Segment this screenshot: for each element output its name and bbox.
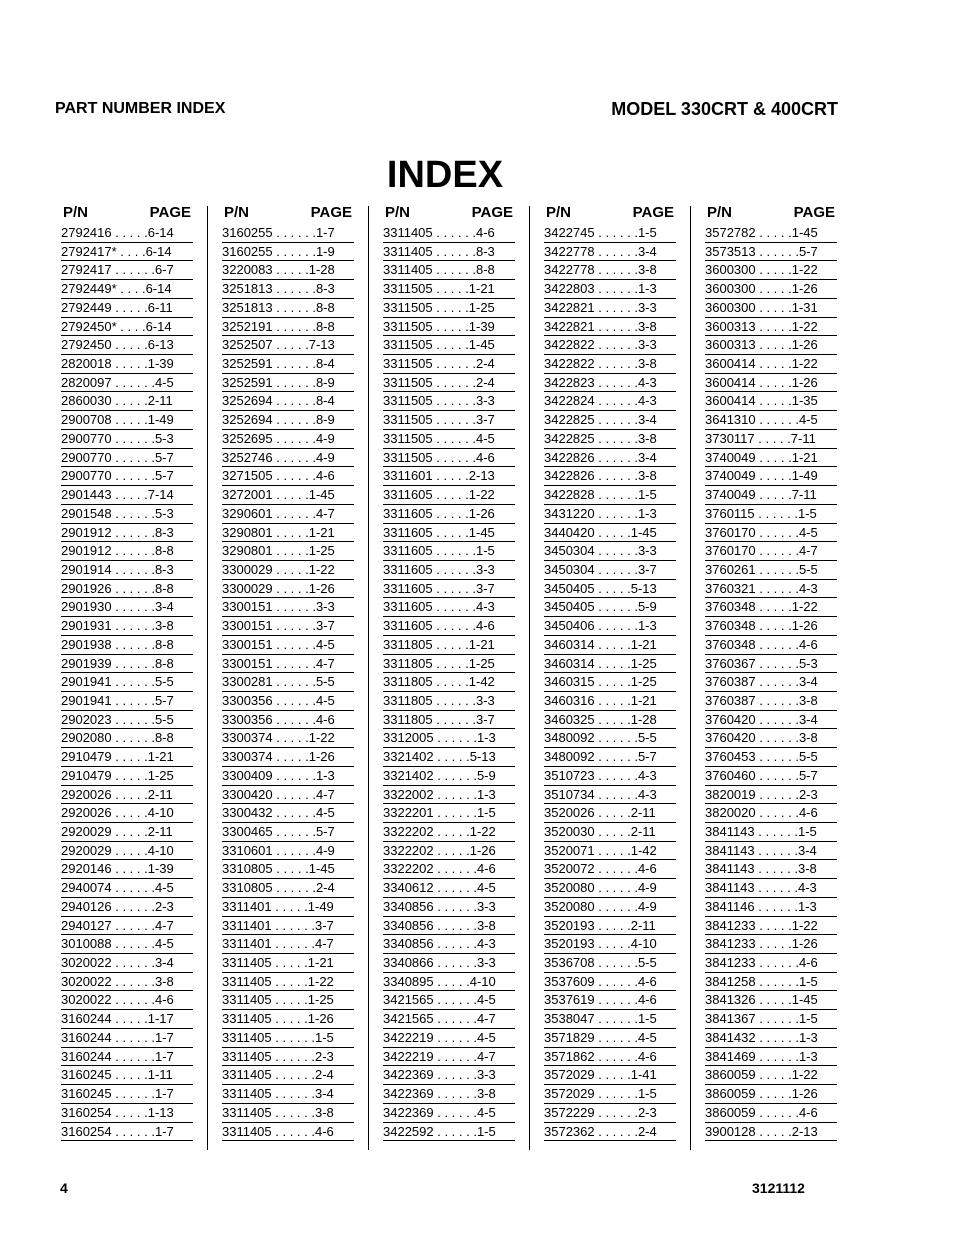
index-entry: 3841469 . . . . . .1-3: [705, 1048, 837, 1067]
index-entry: 3322202 . . . . .1-26: [383, 842, 515, 861]
index-entry: 2792417* . . . .6-14: [61, 243, 193, 262]
index-entry: 3251813 . . . . . .8-3: [222, 280, 354, 299]
index-entry: 3760348 . . . . .1-26: [705, 617, 837, 636]
index-entry: 2901912 . . . . . .8-3: [61, 524, 193, 543]
index-entry: 3311405 . . . . .1-26: [222, 1010, 354, 1029]
index-entry: 3340612 . . . . . .4-5: [383, 879, 515, 898]
index-entry: 3310805 . . . . .1-45: [222, 860, 354, 879]
index-entry: 3460316 . . . . .1-21: [544, 692, 676, 711]
index-entry: 3422592 . . . . . .1-5: [383, 1123, 515, 1142]
index-entry: 3841367 . . . . . .1-5: [705, 1010, 837, 1029]
index-entry: 3160244 . . . . . .1-7: [61, 1029, 193, 1048]
index-entry: 3820020 . . . . . .4-6: [705, 804, 837, 823]
index-entry: 3422369 . . . . . .4-5: [383, 1104, 515, 1123]
index-entry: 3272001 . . . . .1-45: [222, 486, 354, 505]
index-entry: 3300029 . . . . .1-26: [222, 580, 354, 599]
index-entry: 2901938 . . . . . .8-8: [61, 636, 193, 655]
index-entry: 3311805 . . . . .1-25: [383, 655, 515, 674]
header-right: MODEL 330CRT & 400CRT: [611, 99, 838, 119]
index-entry: 3252695 . . . . . .4-9: [222, 430, 354, 449]
column-divider: [207, 206, 208, 1150]
index-entry: 2900770 . . . . . .5-7: [61, 467, 193, 486]
index-entry: 3340856 . . . . . .3-8: [383, 917, 515, 936]
index-entry: 3300420 . . . . . .4-7: [222, 786, 354, 805]
index-entry: 3422778 . . . . . .3-4: [544, 243, 676, 262]
pn-header: P/N: [385, 204, 411, 221]
index-entry: 3020022 . . . . . .4-6: [61, 991, 193, 1010]
index-entry: 2901930 . . . . . .3-4: [61, 598, 193, 617]
index-entry: 3422778 . . . . . .3-8: [544, 261, 676, 280]
index-entry: 3311405 . . . . .1-22: [222, 973, 354, 992]
index-entry: 3600313 . . . . .1-26: [705, 336, 837, 355]
index-entry: 2920026 . . . . .2-11: [61, 786, 193, 805]
index-entry: 3820019 . . . . . .2-3: [705, 786, 837, 805]
index-entry: 3311505 . . . . . .2-4: [383, 374, 515, 393]
index-entry: 2820018 . . . . .1-39: [61, 355, 193, 374]
index-entry: 3536708 . . . . . .5-5: [544, 954, 676, 973]
index-entry: 3571829 . . . . . .4-5: [544, 1029, 676, 1048]
index-entry: 3422823 . . . . . .4-3: [544, 374, 676, 393]
index-entry: 3760453 . . . . . .5-5: [705, 748, 837, 767]
index-entry: 2910479 . . . . .1-21: [61, 748, 193, 767]
index-entry: 3422824 . . . . . .4-3: [544, 392, 676, 411]
index-entry: 3740049 . . . . .1-49: [705, 467, 837, 486]
index-entry: 3310805 . . . . . .2-4: [222, 879, 354, 898]
index-entry: 3300409 . . . . . .1-3: [222, 767, 354, 786]
column-divider: [368, 206, 369, 1150]
index-entry: 3600300 . . . . .1-22: [705, 261, 837, 280]
index-entry: 3311405 . . . . . .2-3: [222, 1048, 354, 1067]
index-entry: 3252191 . . . . . .8-8: [222, 318, 354, 337]
index-entry: 3520193 . . . . .2-11: [544, 917, 676, 936]
index-entry: 3440420 . . . . .1-45: [544, 524, 676, 543]
index-entry: 3340856 . . . . . .4-3: [383, 935, 515, 954]
index-entry: 3841143 . . . . . .4-3: [705, 879, 837, 898]
column-header: [705, 203, 837, 223]
index-entry: 2901941 . . . . . .5-5: [61, 673, 193, 692]
index-entry: 3510723 . . . . . .4-3: [544, 767, 676, 786]
index-entry: 3311401 . . . . .1-49: [222, 898, 354, 917]
index-entry: 3321402 . . . . . .5-9: [383, 767, 515, 786]
index-entry: 3311505 . . . . . .2-4: [383, 355, 515, 374]
index-entry: 3760460 . . . . . .5-7: [705, 767, 837, 786]
pn-header: P/N: [546, 204, 572, 221]
index-entry: 3520030 . . . . .2-11: [544, 823, 676, 842]
index-entry: 2940126 . . . . . .2-3: [61, 898, 193, 917]
index-entry: 2902080 . . . . . .8-8: [61, 729, 193, 748]
index-entry: 2901443 . . . . .7-14: [61, 486, 193, 505]
index-entry: 3510734 . . . . . .4-3: [544, 786, 676, 805]
index-entry: 2792450 . . . . .6-13: [61, 336, 193, 355]
index-entry: 3220083 . . . . .1-28: [222, 261, 354, 280]
header-left: PART NUMBER INDEX: [55, 100, 226, 117]
index-entry: 3450304 . . . . . .3-3: [544, 542, 676, 561]
index-entry: 3740049 . . . . .1-21: [705, 449, 837, 468]
index-entry: 3600414 . . . . .1-35: [705, 392, 837, 411]
index-entry: 3537619 . . . . . .4-6: [544, 991, 676, 1010]
index-entry: 3311405 . . . . .1-21: [222, 954, 354, 973]
index-entry: 3422821 . . . . . .3-3: [544, 299, 676, 318]
index-entry: 3322002 . . . . . .1-3: [383, 786, 515, 805]
index-entry: 3841146 . . . . . .1-3: [705, 898, 837, 917]
index-entry: 3300151 . . . . . .4-5: [222, 636, 354, 655]
index-entry: 3311605 . . . . . .4-3: [383, 598, 515, 617]
index-entry: 3160255 . . . . . .1-7: [222, 224, 354, 243]
index-entry: 3340895 . . . . .4-10: [383, 973, 515, 992]
index-entry: 3760387 . . . . . .3-4: [705, 673, 837, 692]
index-column: [705, 203, 837, 1141]
index-entry: 3290601 . . . . . .4-7: [222, 505, 354, 524]
index-entry: 3760261 . . . . . .5-5: [705, 561, 837, 580]
index-entry: 2940127 . . . . . .4-7: [61, 917, 193, 936]
index-entry: 3841432 . . . . . .1-3: [705, 1029, 837, 1048]
index-entry: 3573513 . . . . . .5-7: [705, 243, 837, 262]
index-entry: 3300374 . . . . .1-26: [222, 748, 354, 767]
index-entry: 2902023 . . . . . .5-5: [61, 711, 193, 730]
index-entry: 2901548 . . . . . .5-3: [61, 505, 193, 524]
index-entry: 3740049 . . . . .7-11: [705, 486, 837, 505]
index-entry: 3422826 . . . . . .3-4: [544, 449, 676, 468]
index-entry: 3760115 . . . . . .1-5: [705, 505, 837, 524]
index-entry: 3340856 . . . . . .3-3: [383, 898, 515, 917]
index-entry: 3322202 . . . . . .4-6: [383, 860, 515, 879]
index-entry: 3311505 . . . . . .4-6: [383, 449, 515, 468]
index-entry: 2820097 . . . . . .4-5: [61, 374, 193, 393]
index-entry: 3311505 . . . . .1-45: [383, 336, 515, 355]
index-entry: 3421565 . . . . . .4-5: [383, 991, 515, 1010]
index-entry: 3311605 . . . . . .4-6: [383, 617, 515, 636]
index-entry: 3422821 . . . . . .3-8: [544, 318, 676, 337]
index-entry: 3312005 . . . . . .1-3: [383, 729, 515, 748]
index-entry: 3460314 . . . . .1-25: [544, 655, 676, 674]
index-entry: 3841326 . . . . .1-45: [705, 991, 837, 1010]
index-entry: 2920029 . . . . .2-11: [61, 823, 193, 842]
index-entry: 3860059 . . . . .1-22: [705, 1066, 837, 1085]
index-entry: 3300151 . . . . . .3-3: [222, 598, 354, 617]
column-divider: [529, 206, 530, 1150]
index-entry: 3311405 . . . . . .8-8: [383, 261, 515, 280]
index-entry: 3290801 . . . . .1-21: [222, 524, 354, 543]
index-entry: 2900770 . . . . . .5-3: [61, 430, 193, 449]
footer-page-number: 4: [60, 1180, 68, 1196]
index-entry: 3252507 . . . . .7-13: [222, 336, 354, 355]
index-entry: 2910479 . . . . .1-25: [61, 767, 193, 786]
index-entry: 3160244 . . . . .1-17: [61, 1010, 193, 1029]
index-entry: 3760387 . . . . . .3-8: [705, 692, 837, 711]
index-entry: 3422369 . . . . . .3-3: [383, 1066, 515, 1085]
index-entry: 3841143 . . . . . .1-5: [705, 823, 837, 842]
index-entry: 2920026 . . . . .4-10: [61, 804, 193, 823]
index-entry: 3252746 . . . . . .4-9: [222, 449, 354, 468]
index-entry: 3252694 . . . . . .8-9: [222, 411, 354, 430]
index-entry: 3300281 . . . . . .5-5: [222, 673, 354, 692]
pn-header: P/N: [63, 204, 89, 221]
index-entry: 3160254 . . . . .1-13: [61, 1104, 193, 1123]
index-entry: 3760321 . . . . . .4-3: [705, 580, 837, 599]
index-entry: 2900708 . . . . .1-49: [61, 411, 193, 430]
index-entry: 2901914 . . . . . .8-3: [61, 561, 193, 580]
index-entry: 3641310 . . . . . .4-5: [705, 411, 837, 430]
index-entry: 3311505 . . . . .1-39: [383, 318, 515, 337]
index-entry: 3520072 . . . . . .4-6: [544, 860, 676, 879]
index-entry: 3321402 . . . . .5-13: [383, 748, 515, 767]
index-entry: 3422822 . . . . . .3-3: [544, 336, 676, 355]
page-header: PAGE: [310, 204, 352, 221]
index-entry: 3311505 . . . . . .3-7: [383, 411, 515, 430]
index-entry: 3760420 . . . . . .3-8: [705, 729, 837, 748]
index-entry: 3422745 . . . . . .1-5: [544, 224, 676, 243]
pn-header: P/N: [707, 204, 733, 221]
index-entry: 3311605 . . . . . .3-3: [383, 561, 515, 580]
index-entry: 3311405 . . . . . .3-4: [222, 1085, 354, 1104]
index-entry: 3421565 . . . . . .4-7: [383, 1010, 515, 1029]
index-entry: 2901926 . . . . . .8-8: [61, 580, 193, 599]
index-entry: 2860030 . . . . .2-11: [61, 392, 193, 411]
index-entry: 3760367 . . . . . .5-3: [705, 655, 837, 674]
index-entry: 3311605 . . . . .1-26: [383, 505, 515, 524]
index-entry: 3322201 . . . . . .1-5: [383, 804, 515, 823]
index-entry: 3311405 . . . . . .2-4: [222, 1066, 354, 1085]
index-entry: 3422803 . . . . . .1-3: [544, 280, 676, 299]
index-entry: 3841143 . . . . . .3-8: [705, 860, 837, 879]
column-divider: [690, 206, 691, 1150]
index-entry: 2792449* . . . .6-14: [61, 280, 193, 299]
index-entry: 3572029 . . . . .1-41: [544, 1066, 676, 1085]
page-header: PAGE: [793, 204, 835, 221]
index-entry: 3460315 . . . . .1-25: [544, 673, 676, 692]
index-entry: 3322202 . . . . .1-22: [383, 823, 515, 842]
index-entry: 3860059 . . . . . .4-6: [705, 1104, 837, 1123]
page-header: PAGE: [471, 204, 513, 221]
column-header: [383, 203, 515, 223]
index-entry: 3422828 . . . . . .1-5: [544, 486, 676, 505]
index-entry: 3422219 . . . . . .4-5: [383, 1029, 515, 1048]
index-entry: 3600414 . . . . .1-22: [705, 355, 837, 374]
index-entry: 3572362 . . . . . .2-4: [544, 1123, 676, 1142]
index-entry: 3290801 . . . . .1-25: [222, 542, 354, 561]
index-entry: 3311805 . . . . . .3-7: [383, 711, 515, 730]
index-entry: 3251813 . . . . . .8-8: [222, 299, 354, 318]
index-entry: 3841258 . . . . . .1-5: [705, 973, 837, 992]
index-entry: 3760420 . . . . . .3-4: [705, 711, 837, 730]
index-entry: 3300029 . . . . .1-22: [222, 561, 354, 580]
index-entry: 3300432 . . . . . .4-5: [222, 804, 354, 823]
index-entry: 2792417 . . . . . .6-7: [61, 261, 193, 280]
index-entry: 3450406 . . . . . .1-3: [544, 617, 676, 636]
column-header: [61, 203, 193, 223]
index-entry: 3900128 . . . . .2-13: [705, 1123, 837, 1142]
index-entry: 3600300 . . . . .1-31: [705, 299, 837, 318]
index-entry: 3160254 . . . . . .1-7: [61, 1123, 193, 1142]
index-entry: 3860059 . . . . .1-26: [705, 1085, 837, 1104]
index-column: [544, 203, 676, 1141]
index-entry: 3450405 . . . . .5-13: [544, 580, 676, 599]
index-entry: 3841233 . . . . .1-26: [705, 935, 837, 954]
index-entry: 3300356 . . . . . .4-6: [222, 711, 354, 730]
index-entry: 3311805 . . . . .1-42: [383, 673, 515, 692]
index-entry: 3300374 . . . . .1-22: [222, 729, 354, 748]
index-entry: 3841233 . . . . . .4-6: [705, 954, 837, 973]
index-entry: 3520080 . . . . . .4-9: [544, 879, 676, 898]
index-entry: 3422822 . . . . . .3-8: [544, 355, 676, 374]
footer-doc-number: 3121112: [752, 1180, 805, 1196]
index-entry: 3571862 . . . . . .4-6: [544, 1048, 676, 1067]
index-entry: 3311401 . . . . . .4-7: [222, 935, 354, 954]
index-entry: 3760170 . . . . . .4-5: [705, 524, 837, 543]
index-entry: 3311805 . . . . . .3-3: [383, 692, 515, 711]
index-entry: 2900770 . . . . . .5-7: [61, 449, 193, 468]
index-entry: 2920029 . . . . .4-10: [61, 842, 193, 861]
page-title: INDEX: [386, 154, 504, 196]
index-entry: 3730117 . . . . .7-11: [705, 430, 837, 449]
index-entry: 3311505 . . . . .1-25: [383, 299, 515, 318]
index-entry: 3480092 . . . . . .5-7: [544, 748, 676, 767]
index-entry: 3311805 . . . . .1-21: [383, 636, 515, 655]
index-entry: 3572029 . . . . . .1-5: [544, 1085, 676, 1104]
index-entry: 3160255 . . . . . .1-9: [222, 243, 354, 262]
index-entry: 2920146 . . . . .1-39: [61, 860, 193, 879]
index-entry: 3422369 . . . . . .3-8: [383, 1085, 515, 1104]
index-entry: 3300465 . . . . . .5-7: [222, 823, 354, 842]
index-column: [222, 203, 354, 1141]
index-entry: 2901939 . . . . . .8-8: [61, 655, 193, 674]
index-entry: 3841233 . . . . .1-22: [705, 917, 837, 936]
index-entry: 3537609 . . . . . .4-6: [544, 973, 676, 992]
index-entry: 3160245 . . . . .1-11: [61, 1066, 193, 1085]
index-entry: 3600300 . . . . .1-26: [705, 280, 837, 299]
index-entry: 3422825 . . . . . .3-8: [544, 430, 676, 449]
index-entry: 3311505 . . . . .1-21: [383, 280, 515, 299]
index-entry: 3300151 . . . . . .3-7: [222, 617, 354, 636]
index-entry: 3311405 . . . . .1-25: [222, 991, 354, 1010]
index-entry: 3311605 . . . . . .3-7: [383, 580, 515, 599]
index-entry: 3760170 . . . . . .4-7: [705, 542, 837, 561]
index-entry: 2901931 . . . . . .3-8: [61, 617, 193, 636]
index-entry: 3252694 . . . . . .8-4: [222, 392, 354, 411]
index-entry: 3460325 . . . . .1-28: [544, 711, 676, 730]
index-entry: 3760348 . . . . .1-22: [705, 598, 837, 617]
index-entry: 3311601 . . . . .2-13: [383, 467, 515, 486]
index-column: [61, 203, 193, 1141]
index-entry: 3422825 . . . . . .3-4: [544, 411, 676, 430]
index-entry: 3311505 . . . . . .4-5: [383, 430, 515, 449]
index-entry: 3450304 . . . . . .3-7: [544, 561, 676, 580]
index-entry: 3520080 . . . . . .4-9: [544, 898, 676, 917]
index-entry: 3252591 . . . . . .8-9: [222, 374, 354, 393]
index-entry: 3160244 . . . . . .1-7: [61, 1048, 193, 1067]
index-entry: 3311605 . . . . .1-22: [383, 486, 515, 505]
index-entry: 3020022 . . . . . .3-8: [61, 973, 193, 992]
index-entry: 3311405 . . . . . .1-5: [222, 1029, 354, 1048]
index-entry: 3760348 . . . . . .4-6: [705, 636, 837, 655]
index-entry: 3572229 . . . . . .2-3: [544, 1104, 676, 1123]
index-entry: 3252591 . . . . . .8-4: [222, 355, 354, 374]
index-entry: 3300151 . . . . . .4-7: [222, 655, 354, 674]
index-entry: 3572782 . . . . .1-45: [705, 224, 837, 243]
index-entry: 3010088 . . . . . .4-5: [61, 935, 193, 954]
index-entry: 3600313 . . . . .1-22: [705, 318, 837, 337]
index-entry: 3520026 . . . . .2-11: [544, 804, 676, 823]
index-entry: 3538047 . . . . . .1-5: [544, 1010, 676, 1029]
index-entry: 3020022 . . . . . .3-4: [61, 954, 193, 973]
index-entry: 3311405 . . . . . .3-8: [222, 1104, 354, 1123]
index-entry: 2792449 . . . . .6-11: [61, 299, 193, 318]
index-entry: 3311405 . . . . . .4-6: [222, 1123, 354, 1142]
index-entry: 3431220 . . . . . .1-3: [544, 505, 676, 524]
page-header: PAGE: [149, 204, 191, 221]
index-entry: 3422826 . . . . . .3-8: [544, 467, 676, 486]
index-entry: 2901941 . . . . . .5-7: [61, 692, 193, 711]
column-header: [222, 203, 354, 223]
index-entry: 3311405 . . . . . .8-3: [383, 243, 515, 262]
index-entry: 2792416 . . . . .6-14: [61, 224, 193, 243]
column-header: [544, 203, 676, 223]
index-entry: 3311605 . . . . .1-45: [383, 524, 515, 543]
index-entry: 3422219 . . . . . .4-7: [383, 1048, 515, 1067]
index-entry: 3340866 . . . . . .3-3: [383, 954, 515, 973]
page-header: PAGE: [632, 204, 674, 221]
pn-header: P/N: [224, 204, 250, 221]
index-entry: 3160245 . . . . . .1-7: [61, 1085, 193, 1104]
index-entry: 3600414 . . . . .1-26: [705, 374, 837, 393]
index-entry: 3311605 . . . . . .1-5: [383, 542, 515, 561]
index-entry: 3310601 . . . . . .4-9: [222, 842, 354, 861]
index-entry: 3520193 . . . . .4-10: [544, 935, 676, 954]
index-entry: 3311405 . . . . . .4-6: [383, 224, 515, 243]
index-column: [383, 203, 515, 1141]
index-entry: 3520071 . . . . .1-42: [544, 842, 676, 861]
index-entry: 2792450* . . . .6-14: [61, 318, 193, 337]
index-entry: 3311401 . . . . . .3-7: [222, 917, 354, 936]
index-entry: 3311505 . . . . . .3-3: [383, 392, 515, 411]
index-entry: 2940074 . . . . . .4-5: [61, 879, 193, 898]
index-entry: 3841143 . . . . . .3-4: [705, 842, 837, 861]
index-entry: 3450405 . . . . . .5-9: [544, 598, 676, 617]
index-entry: 3460314 . . . . .1-21: [544, 636, 676, 655]
index-entry: 2901912 . . . . . .8-8: [61, 542, 193, 561]
index-entry: 3480092 . . . . . .5-5: [544, 729, 676, 748]
index-entry: 3271505 . . . . . .4-6: [222, 467, 354, 486]
index-entry: 3300356 . . . . . .4-5: [222, 692, 354, 711]
